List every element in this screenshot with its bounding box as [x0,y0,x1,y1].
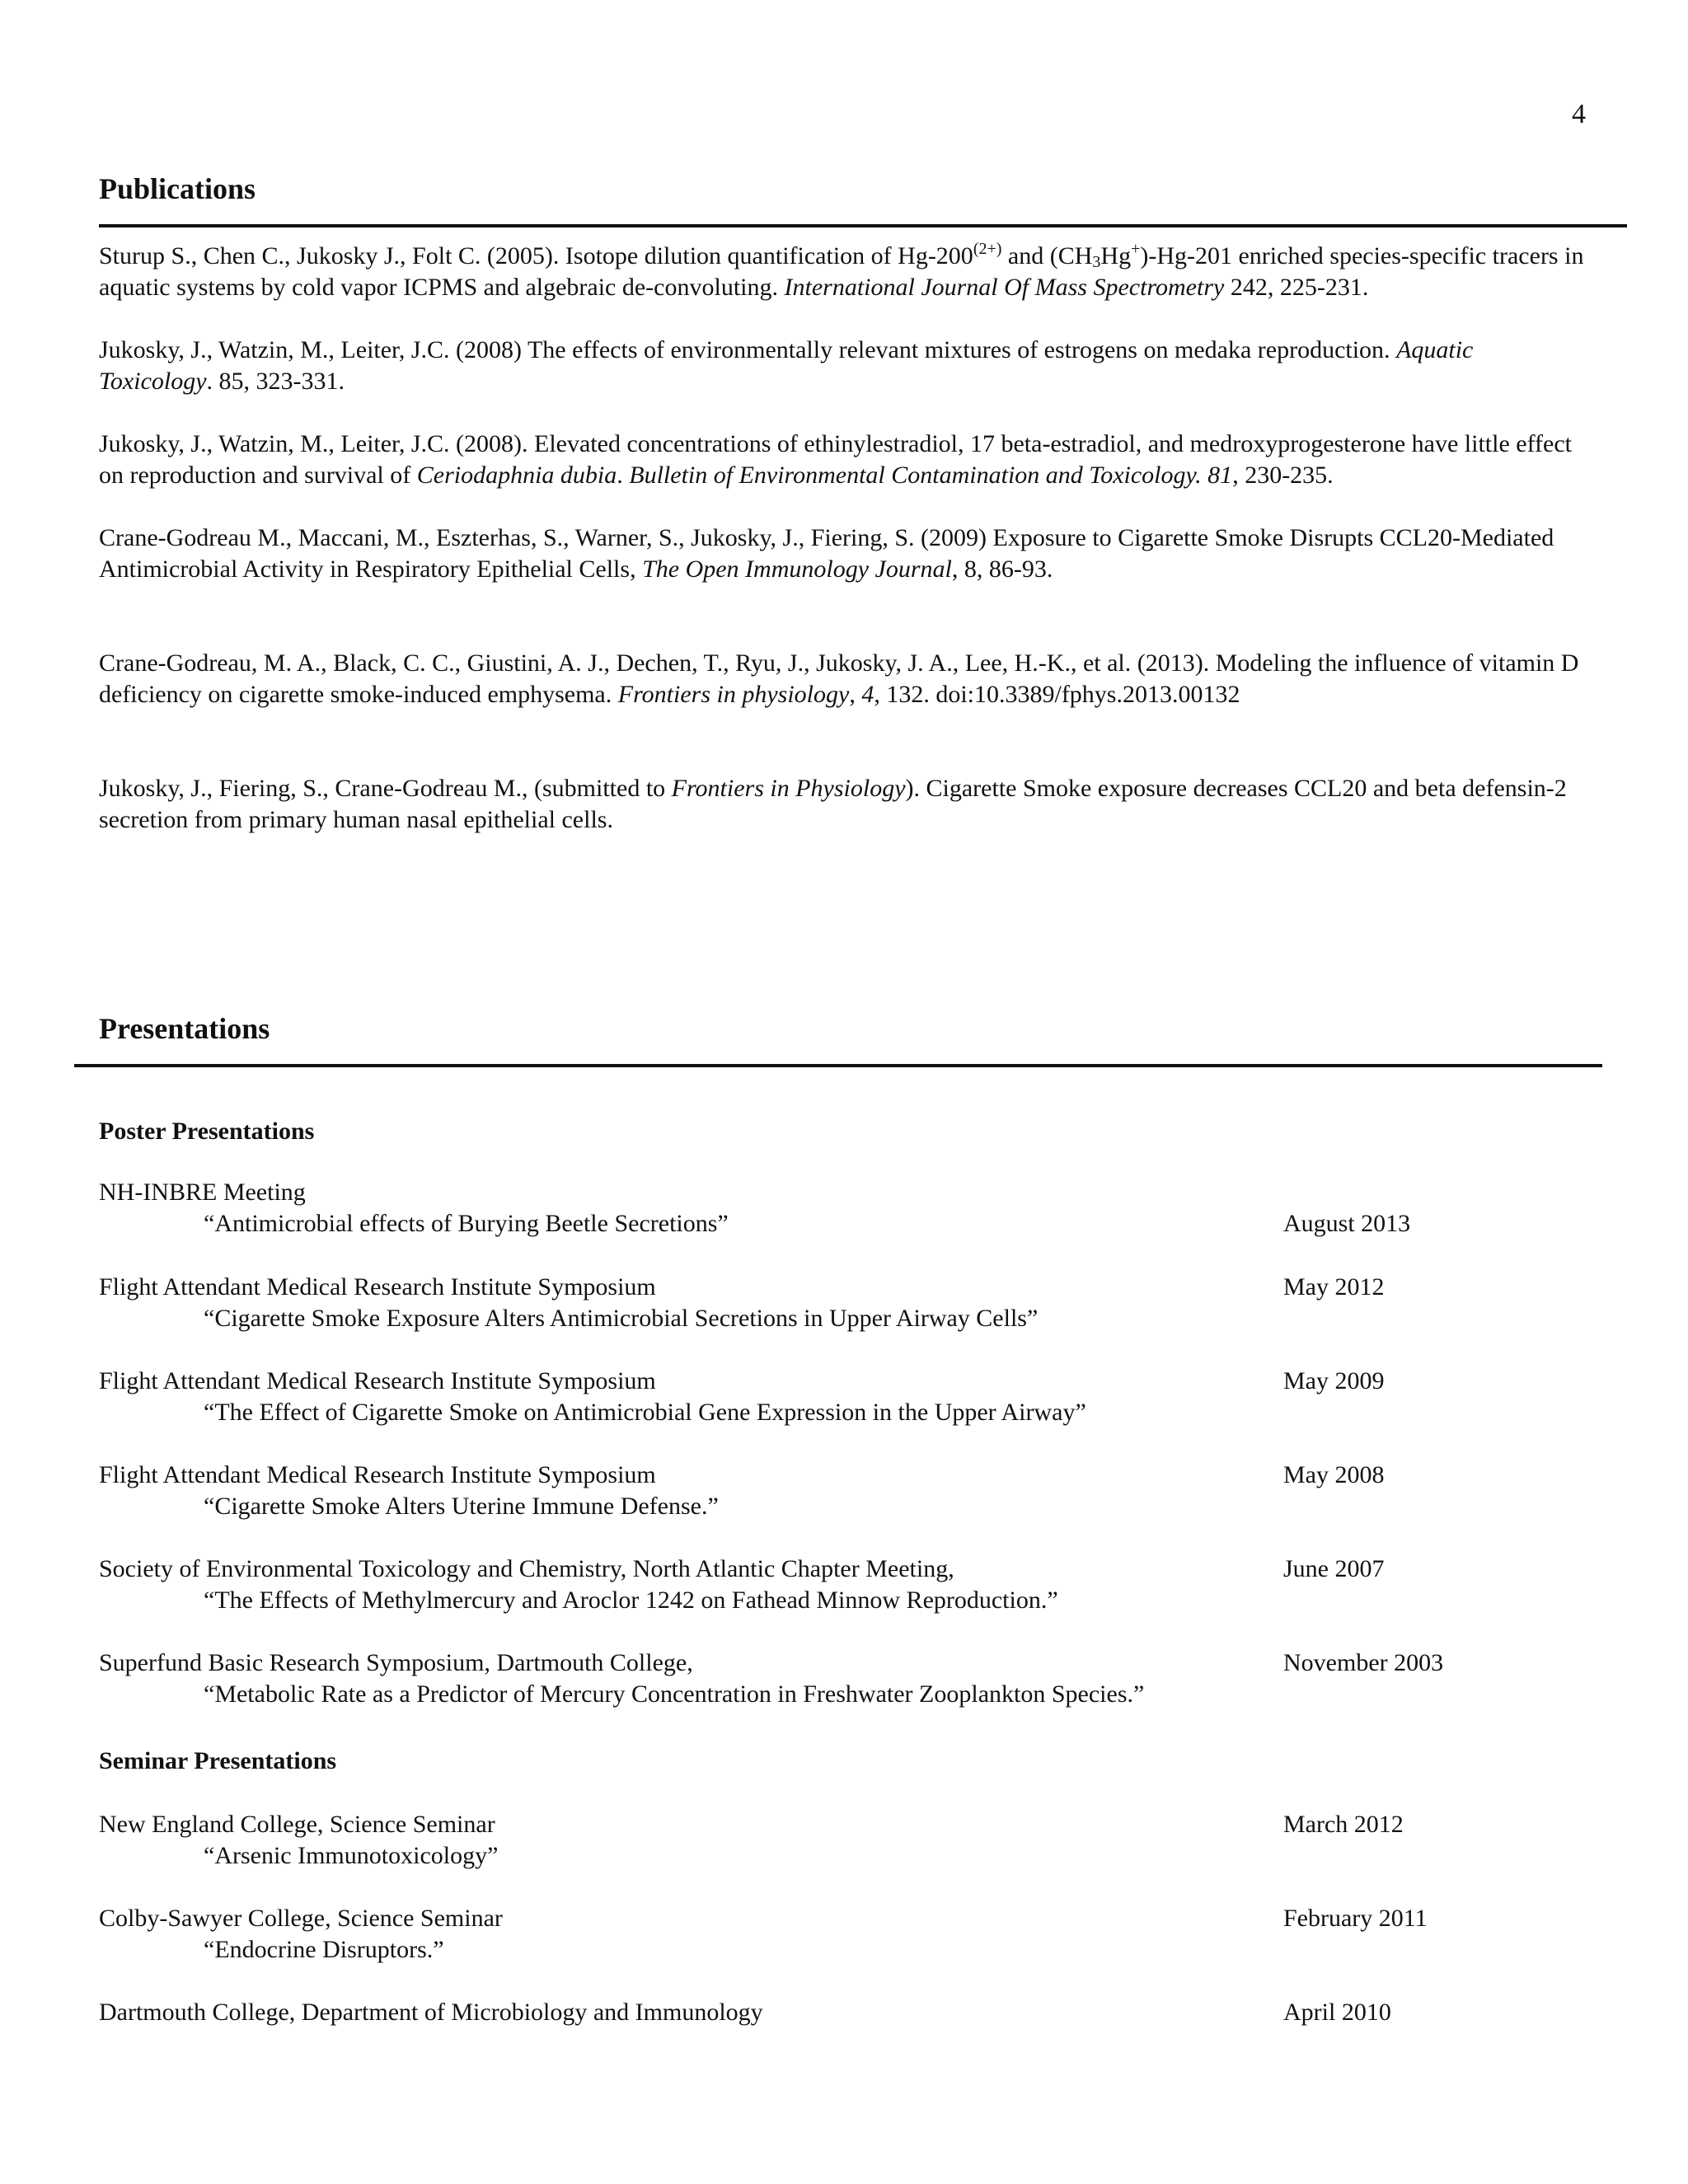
entry-talk-title: “The Effects of Methylmercury and Aroclor 1242 on Fathead Minnow Reproduction.” [204,1586,1058,1614]
poster-entry [99,1554,1582,1616]
entry-talk-title: “Antimicrobial effects of Burying Beetle Secretions” [204,1210,729,1237]
journal-name: Frontiers in Physiology [671,775,906,802]
publication-text: Jukosky, J., Watzin, M., Leiter, J.C. (2008). Elevated concentrations of ethinylestradiol, 17 beta-estradiol, and medroxyprogesterone have little effect on reproduction and survival of [99,430,1572,489]
page-number: 4 [1572,99,1586,129]
entry-date: April 2010 [1283,1999,1391,2026]
publication-3 [99,429,1591,491]
entry-venue: Flight Attendant Medical Research Institute Symposium [99,1461,656,1488]
publication-5 [99,648,1591,710]
publication-4 [99,523,1591,585]
seminar-entry [99,1809,1582,1872]
superscript: + [1131,240,1141,258]
entry-venue: Society of Environmental Toxicology and Chemistry, North Atlantic Chapter Meeting, [99,1555,954,1582]
publication-text: Hg [1100,242,1132,269]
publication-text: , 8, 86-93. [951,555,1053,583]
presentations-divider [74,1064,1602,1067]
entry-venue: Colby-Sawyer College, Science Seminar [99,1905,503,1932]
entry-venue: Dartmouth College, Department of Microbiology and Immunology [99,1999,763,2026]
poster-presentations-heading: Poster Presentations [99,1118,315,1145]
publication-text: , [849,681,862,708]
publication-text: , 132. doi:10.3389/fphys.2013.00132 [874,681,1240,708]
entry-venue: NH-INBRE Meeting [99,1179,306,1206]
superscript: (2+) [973,240,1002,258]
publication-1 [99,241,1591,303]
publication-text: . [617,462,630,489]
publications-divider [99,224,1627,227]
entry-venue: Flight Attendant Medical Research Institute Symposium [99,1367,656,1394]
entry-talk-title: “Cigarette Smoke Exposure Alters Antimicrobial Secretions in Upper Airway Cells” [204,1305,1039,1332]
poster-entry [99,1366,1582,1428]
entry-date: May 2009 [1283,1367,1385,1394]
seminar-presentations-heading: Seminar Presentations [99,1747,337,1774]
publication-text: Jukosky, J., Watzin, M., Leiter, J.C. (2008) The effects of environmentally relevant mixtures of estrogens on medaka reproduction. [99,336,1397,363]
publication-text: )-Hg-201 enriched species-specific tracers in aquatic systems by cold vapor ICPMS and algebraic de-convoluting. [99,242,1584,301]
entry-talk-title: “Arsenic Immunotoxicology” [204,1842,499,1869]
subscript: 3 [1092,253,1101,271]
poster-entry [99,1460,1582,1522]
journal-name: The Open Immunology Journal [642,555,952,583]
seminar-entry [99,1997,1582,2028]
publications-heading: Publications [99,172,256,205]
entry-talk-title: “Metabolic Rate as a Predictor of Mercury Concentration in Freshwater Zooplankton Species.” [204,1680,1145,1708]
journal-name: International Journal Of Mass Spectrometry [784,274,1225,301]
poster-entry [99,1177,1582,1240]
journal-name: Frontiers in physiology [617,681,850,708]
entry-talk-title: “The Effect of Cigarette Smoke on Antimicrobial Gene Expression in the Upper Airway” [204,1399,1086,1426]
publications-list [99,241,1591,836]
publication-text: Jukosky, J., Fiering, S., Crane-Godreau M., (submitted to [99,775,672,802]
poster-entry [99,1647,1582,1710]
publication-text: . 85, 323-331. [206,368,345,395]
publication-text: Crane-Godreau, M. A., Black, C. C., Giustini, A. J., Dechen, T., Ryu, J., Jukosky, J. A., Lee, H.-K., et al. (2013). Modeling the influence of vitamin D deficiency on cigarette smoke-induced emphysema. [99,649,1579,708]
entry-venue: Superfund Basic Research Symposium, Dartmouth College, [99,1649,693,1676]
entry-date: June 2007 [1283,1555,1385,1582]
species-name: Ceriodaphnia dubia [416,462,617,489]
publication-6 [99,773,1591,836]
publication-text: 242, 225-231. [1224,274,1369,301]
publication-text: , 230-235. [1232,462,1334,489]
publication-2 [99,335,1591,397]
publication-text: Sturup S., Chen C., Jukosky J., Folt C. (2005). Isotope dilution quantification of Hg-200 [99,242,973,269]
entry-talk-title: “Cigarette Smoke Alters Uterine Immune Defense.” [204,1493,719,1520]
journal-name: Bulletin of Environmental Contamination and Toxicology. 81 [629,462,1233,489]
publication-text: and (CH [1001,242,1093,269]
entry-date: November 2003 [1283,1649,1444,1676]
entry-talk-title: “Endocrine Disruptors.” [204,1936,444,1963]
poster-entry [99,1272,1582,1334]
entry-venue: New England College, Science Seminar [99,1811,495,1838]
entry-date: August 2013 [1283,1210,1411,1237]
entry-date: February 2011 [1283,1905,1428,1932]
volume-number: 4 [861,681,874,708]
publication-text: ). Cigarette Smoke exposure decreases CCL20 and beta defensin-2 secretion from primary human nasal epithelial cells. [99,775,1567,833]
entry-venue: Flight Attendant Medical Research Institute Symposium [99,1273,656,1301]
journal-name: Aquatic Toxicology [99,336,1474,395]
presentations-heading: Presentations [99,1012,270,1045]
entry-date: March 2012 [1283,1811,1404,1838]
entry-date: May 2008 [1283,1461,1385,1488]
publication-text: Crane-Godreau M., Maccani, M., Eszterhas, S., Warner, S., Jukosky, J., Fiering, S. (2009) Exposure to Cigarette Smoke Disrupts CCL20-Mediated Antimicrobial Activity in Respiratory Epithelial Cells, [99,524,1554,583]
seminar-entry [99,1903,1582,1966]
entry-date: May 2012 [1283,1273,1385,1301]
